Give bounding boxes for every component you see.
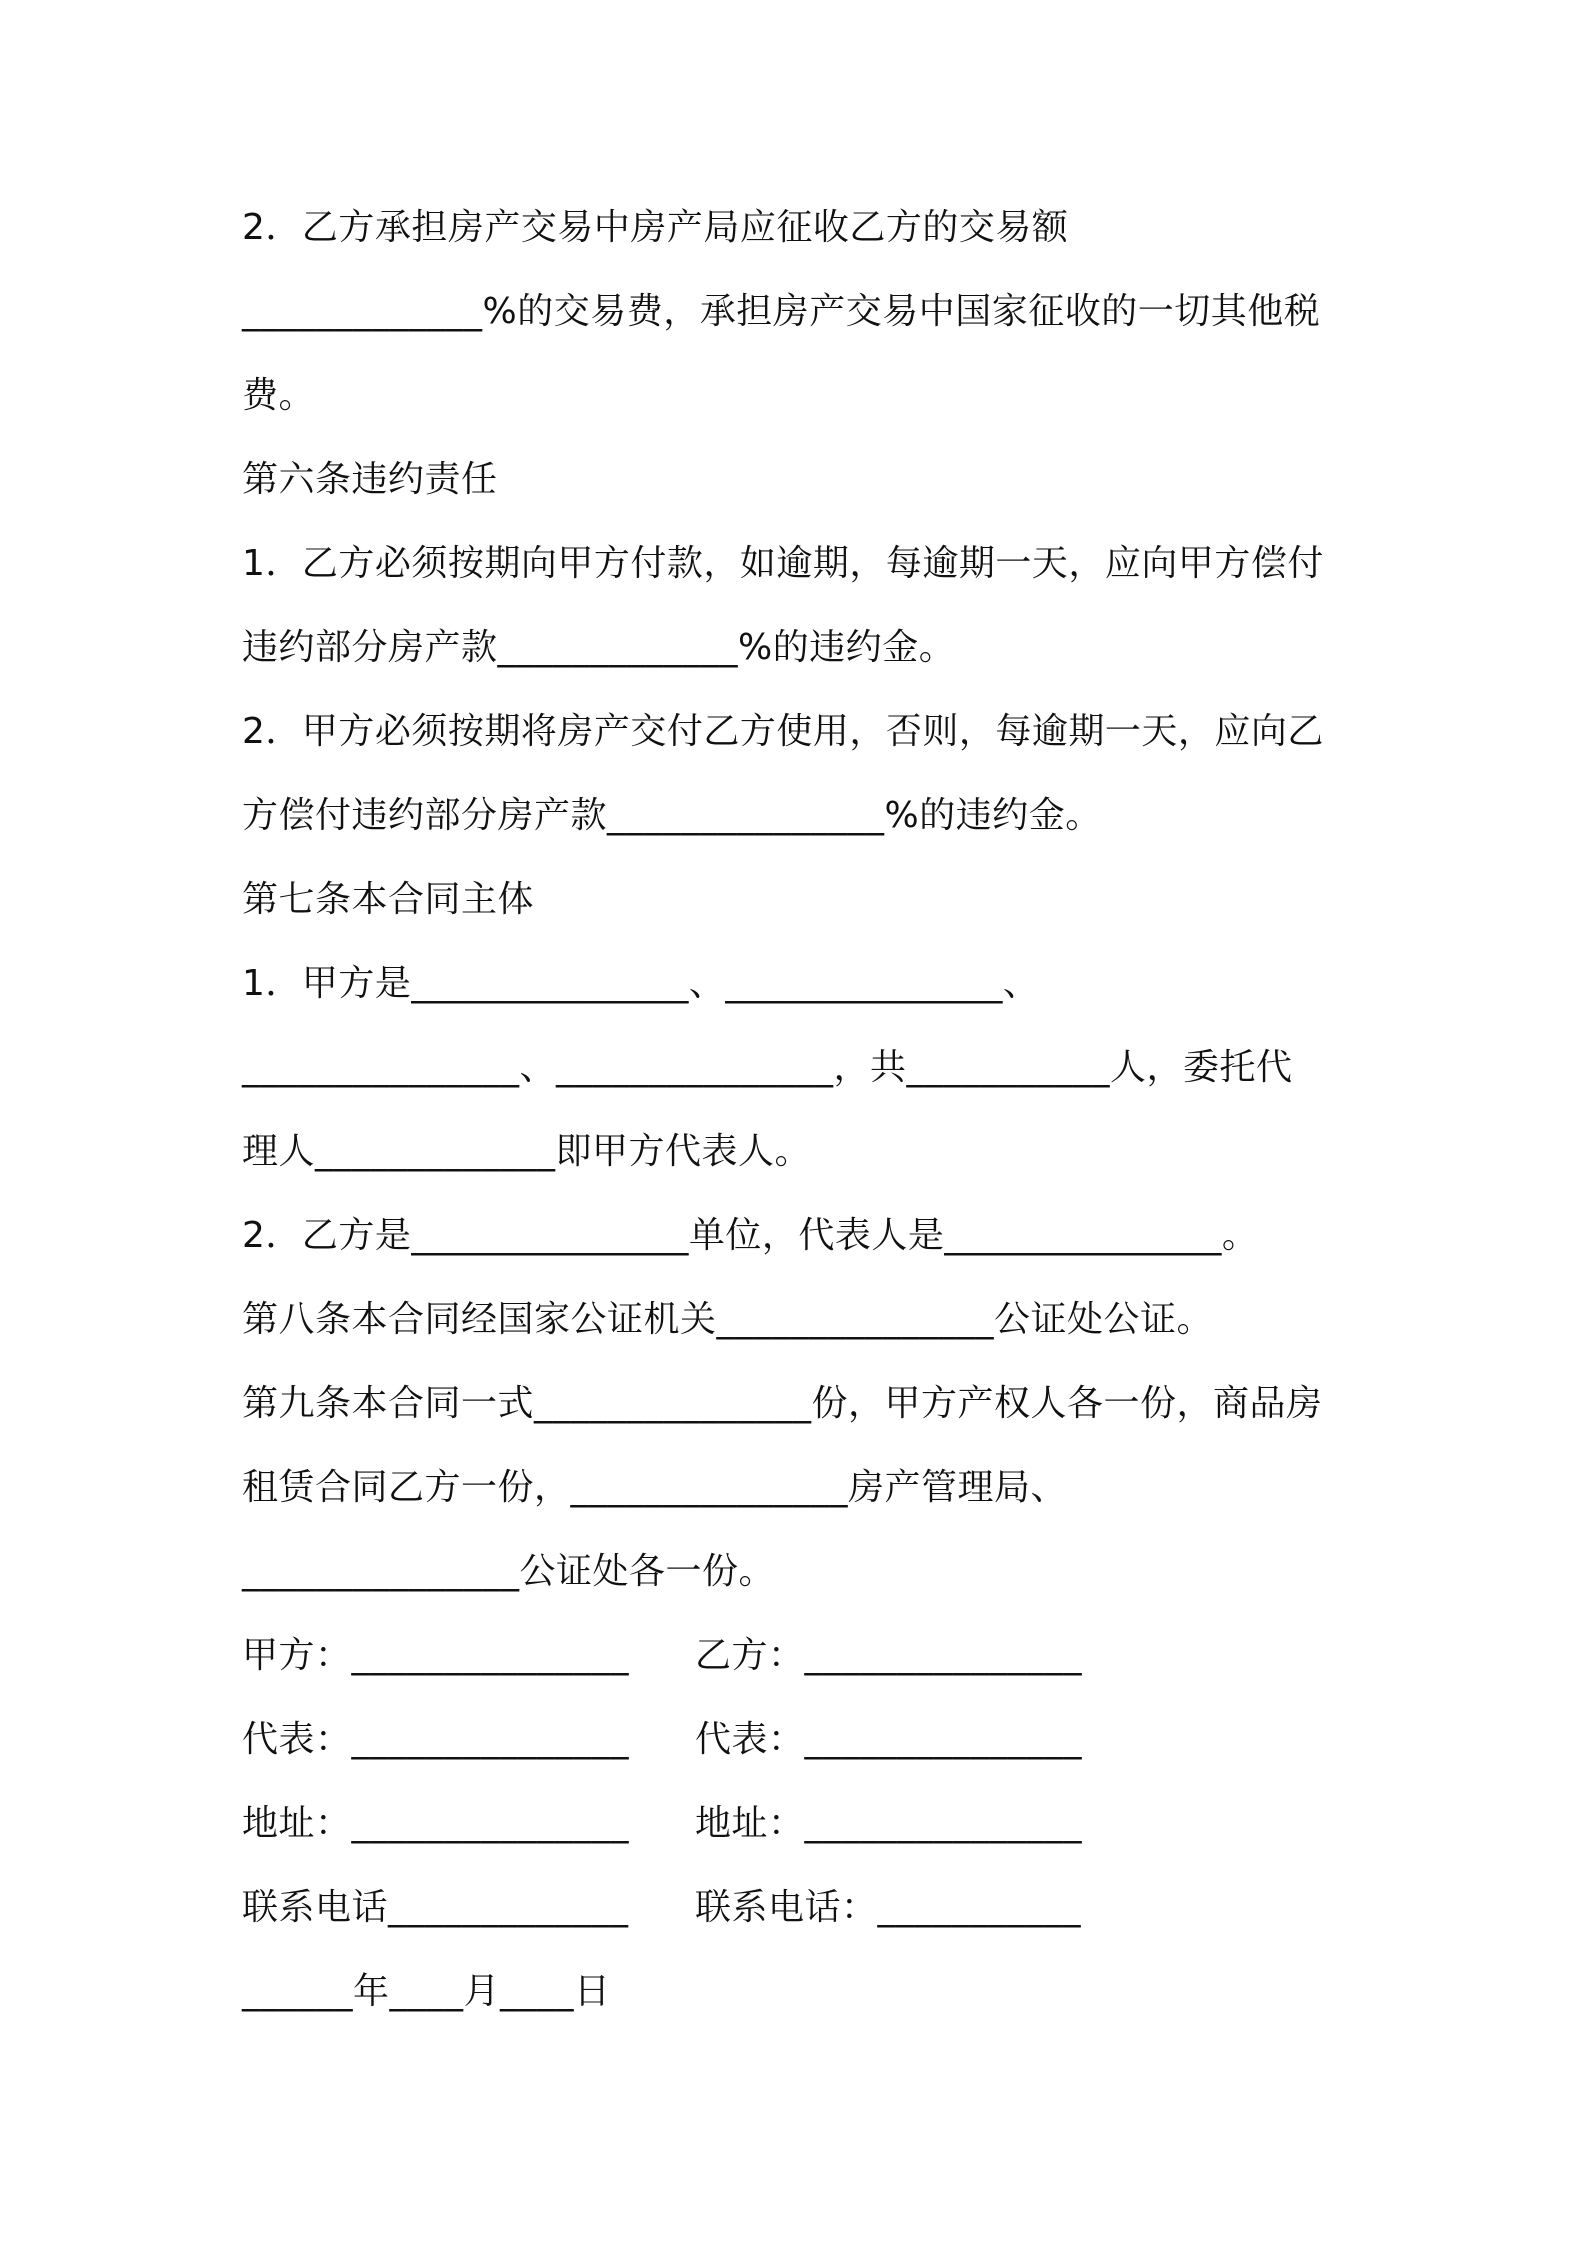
rep-a-field: 代表：_______________	[242, 1719, 630, 1760]
party-b-field: 乙方：_______________	[695, 1635, 1083, 1676]
clause-6-heading: 第六条违约责任	[242, 459, 498, 500]
clause-8: 第八条本合同经国家公证机关_______________公证处公证。	[242, 1299, 1214, 1340]
clause-9-line-1: 第九条本合同一式_______________份，甲方产权人各一份，商品房	[242, 1383, 1323, 1424]
clause-6-item-1-line-1: 1．乙方必须按期向甲方付款，如逾期，每逾期一天，应向甲方偿付	[242, 543, 1324, 584]
address-a-field: 地址：_______________	[242, 1803, 630, 1844]
clause-6-item-1-line-2: 违约部分房产款_____________%的违约金。	[242, 627, 956, 668]
phone-b-field: 联系电话：___________	[695, 1887, 1082, 1928]
date-field: ______年____月____日	[242, 1971, 611, 2012]
clause-5-item-2-line-1: 2．乙方承担房产交易中房产局应征收乙方的交易额	[242, 207, 1069, 248]
clause-9-line-3: _______________公证处各一份。	[242, 1551, 776, 1592]
clause-7-heading: 第七条本合同主体	[242, 879, 535, 920]
clause-7-item-1-line-2: _______________、_______________，共___________人，委托代	[242, 1047, 1293, 1088]
clause-6-item-2-line-1: 2．甲方必须按期将房产交付乙方使用，否则，每逾期一天，应向乙	[242, 711, 1324, 752]
phone-a-field: 联系电话_____________	[242, 1887, 629, 1928]
party-a-field: 甲方：_______________	[242, 1635, 630, 1676]
address-b-field: 地址：_______________	[695, 1803, 1083, 1844]
clause-5-item-2-line-2: _____________%的交易费，承担房产交易中国家征收的一切其他税	[242, 291, 1321, 332]
rep-b-field: 代表：_______________	[695, 1719, 1083, 1760]
clause-7-item-1-line-3: 理人_____________即甲方代表人。	[242, 1131, 812, 1172]
clause-6-item-2-line-2: 方偿付违约部分房产款_______________%的违约金。	[242, 795, 1102, 836]
clause-5-item-2-line-3: 费。	[242, 375, 316, 416]
clause-7-item-2: 2．乙方是_______________单位，代表人是_______________。	[242, 1215, 1259, 1256]
clause-9-line-2: 租赁合同乙方一份，_______________房产管理局、	[242, 1467, 1068, 1508]
clause-7-item-1-line-1: 1．甲方是_______________、_______________、	[242, 963, 1040, 1004]
